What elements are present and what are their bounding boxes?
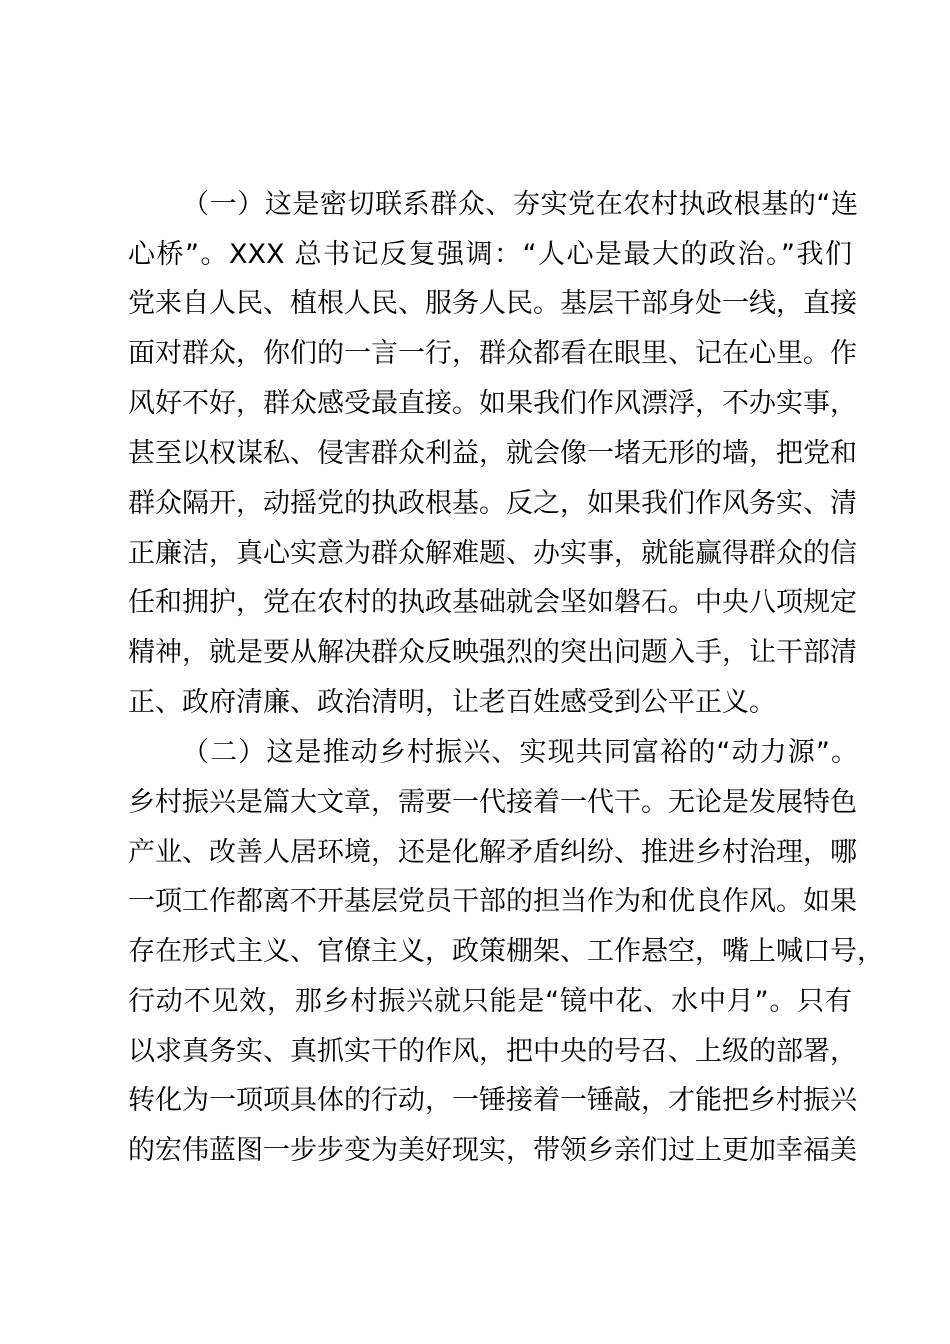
paragraph-1-line-7: 群众隔开，动摇党的执政根基。反之，如果我们作风务实、清: [128, 488, 857, 519]
paragraph-2-line-3: 产业、改善人居环境，还是化解矛盾纠纷、推进乡村治理，哪: [128, 837, 857, 868]
paragraph-1-line-11: 正、政府清廉、政治清明，让老百姓感受到公平正义。: [128, 687, 776, 718]
paragraph-2-line-1: （二）这是推动乡村振兴、实现共同富裕的“动力源”。: [182, 737, 858, 768]
paragraph-1-line-4: 面对群众，你们的一言一行，群众都看在眼里、记在心里。作: [128, 338, 857, 369]
paragraph-2-line-2: 乡村振兴是篇大文章，需要一代接着一代干。无论是发展特色: [128, 787, 857, 818]
paragraph-2-line-7: 以求真务实、真抓实干的作风，把中央的号召、上级的部署，: [128, 1036, 857, 1067]
paragraph-1-line-2: 心桥”。XXX 总书记反复强调：“人心是最大的政治。”我们: [128, 239, 852, 270]
paragraph-2-line-6: 行动不见效，那乡村振兴就只能是“镜中花、水中月”。只有: [128, 986, 852, 1017]
paragraph-2-line-4: 一项工作都离不开基层党员干部的担当作为和优良作风。如果: [128, 886, 857, 917]
paragraph-2-line-8: 转化为一项项具体的行动，一锤接着一锤敲，才能把乡村振兴: [128, 1085, 857, 1116]
paragraph-2-line-5: 存在形式主义、官僚主义，政策棚架、工作悬空，嘴上喊口号，: [128, 936, 884, 967]
paragraph-2-line-9: 的宏伟蓝图一步步变为美好现实，带领乡亲们过上更加幸福美: [128, 1135, 857, 1166]
paragraph-1-line-6: 甚至以权谋私、侵害群众利益，就会像一堵无形的墙，把党和: [128, 438, 857, 469]
paragraph-1-line-8: 正廉洁，真心实意为群众解难题、办实事，就能赢得群众的信: [128, 538, 857, 569]
paragraph-1-line-1: （一）这是密切联系群众、夯实党在农村执政根基的“连: [182, 189, 858, 220]
paragraph-1-line-3: 党来自人民、植根人民、服务人民。基层干部身处一线，直接: [128, 288, 857, 319]
paragraph-1-line-5: 风好不好，群众感受最直接。如果我们作风漂浮，不办实事，: [128, 388, 857, 419]
paragraph-1-line-9: 任和拥护，党在农村的执政基础就会坚如磐石。中央八项规定: [128, 587, 857, 618]
paragraph-1-line-10: 精神，就是要从解决群众反映强烈的突出问题入手，让干部清: [128, 637, 857, 668]
